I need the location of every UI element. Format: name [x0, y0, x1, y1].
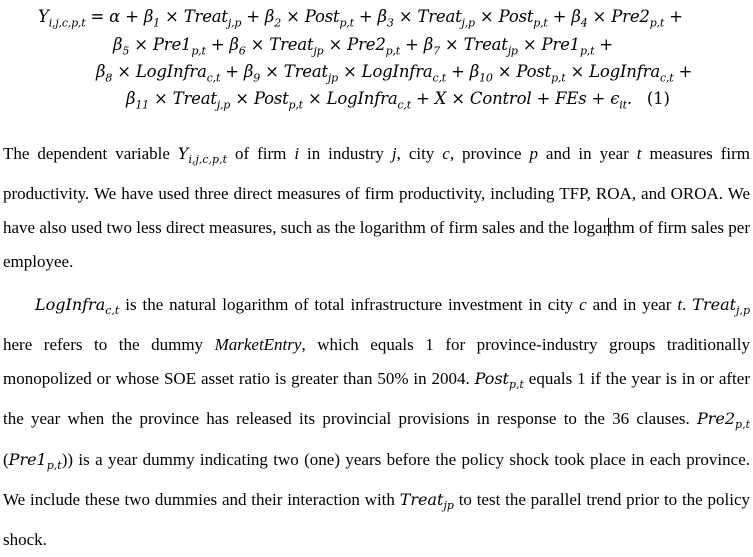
paragraph-infrastructure: LogInfra$_{c,t}$ is the natural logarithm of total infrastructure investment in city c and in year t. Treat$_{j,p}$ here refers to the dummy MarketEntry, which equals 1 for province-industry groups traditionally monopolized or whose SOE asset ratio is greater than 50% in 2004. Post$_{p,t}$ equals 1 if the year is in or after the year when the province has released its provincial provisions in response to the 36 clauses. $Pre2_{p,t}$ $(Pre1_{p,t})$) is a year dummy indicating two (one) years before the policy shock took place in each province. We include these two dummies and their interaction with Treat$_{jp}$ to test the parallel trend prior to the policy shock.: [3, 295, 751, 549]
text-span: and in year: [537, 144, 637, 163]
text-span: measures firm productivity. We have used three direct measures of firm productivity, including TFP, ROA, and OROA. We have also used two less direct measures, such as the logarithm of firm sales and the logar: [3, 144, 750, 238]
math-c: c: [442, 144, 450, 163]
equation-line-2: [113, 34, 613, 62]
math-i: i: [294, 144, 300, 163]
equation-line-3: [96, 61, 692, 89]
equation-number: (1): [646, 89, 670, 108]
equation-line-2-text: $\beta_5 \times Pre1_{p,t} + \beta_6$ × Treat$_{jp}$ × $Pre2_{p,t} + \beta_7$ × Treat$_{jp}$ × $Pre1_{p,t}$ +: [113, 35, 613, 58]
equation-line-4: [126, 88, 670, 116]
dummy-marketentry: MarketEntry: [214, 335, 302, 355]
text-span: .: [682, 295, 693, 314]
math-treat: Treat$_{j,p}$: [692, 295, 750, 318]
text-span: , province: [449, 144, 530, 163]
text-span: to test the parallel trend prior to the policy shock.: [3, 489, 751, 549]
math-p: p: [529, 144, 538, 163]
text-span: thm of firm sales per employee.: [3, 218, 750, 272]
text-span: equals 1 if the year is in or after the year when the province has released its provincial provisions in response to the 36 clauses.: [3, 369, 750, 429]
math-j: j: [391, 144, 397, 163]
text-span: , city: [396, 144, 443, 163]
text-span: (: [3, 449, 9, 469]
math-pre2: $Pre2_{p,t}$: [696, 409, 750, 432]
equation-line-4-text: $\beta_{11}$ × Treat$_{j,p}$ × Post$_{p,t}$ × LogInfra$_{c,t}$ + X × Control + FEs + $\epsilon_{it}$.: [126, 89, 632, 112]
math-t: t: [677, 295, 683, 314]
equation-line-1-text: $Y_{i,j,c,p,t} = \alpha + \beta_1$ × Treat$_{j,p}$ + $\beta_2$ × Post$_{p,t}$ + $\beta_3$ × Treat$_{j,p}$ × Post$_{p,t}$ + $\beta_4 \times Pre2_{p,t}$ +: [38, 7, 683, 30]
math-post: Post$_{p,t}$: [474, 369, 524, 392]
text-span: , which equals 1 for province-industry groups traditionally monopolized or whose SOE asset ratio is greater than 50% in 2004.: [3, 335, 750, 389]
text-span: and in year: [586, 295, 678, 314]
math-c: c: [579, 295, 587, 314]
paragraph-dependent-variable: [3, 137, 750, 279]
text-span: in industry: [299, 144, 392, 163]
text-span: is the natural logarithm of total infrastructure investment in city: [119, 295, 580, 314]
math-y-variable: $Y_{i,j,c,p,t}$: [177, 144, 228, 167]
math-pre1: $Pre1_{p,t}$: [8, 449, 62, 472]
math-loginfra: LogInfra$_{c,t}$: [35, 295, 120, 318]
equation-line-1: [38, 6, 683, 34]
math-t: t: [636, 144, 642, 163]
text-span: here refers to the dummy: [3, 335, 215, 355]
text-span: The dependent variable: [3, 144, 178, 163]
equation-line-3-text: $\beta_8$ × LogInfra$_{c,t}$ + $\beta_9$ × Treat$_{jp}$ × LogInfra$_{c,t}$ + $\beta_{10}$ × Post$_{p,t}$ × LogInfra$_{c,t}$ +: [96, 62, 693, 85]
text-span: of firm: [227, 144, 295, 163]
text-span: ) is a year dummy indicating two (one) years before the policy shock took place in each province. We include these two dummies and their interaction with: [3, 449, 750, 509]
math-treat-jp: Treat$_{jp}$: [399, 489, 454, 512]
